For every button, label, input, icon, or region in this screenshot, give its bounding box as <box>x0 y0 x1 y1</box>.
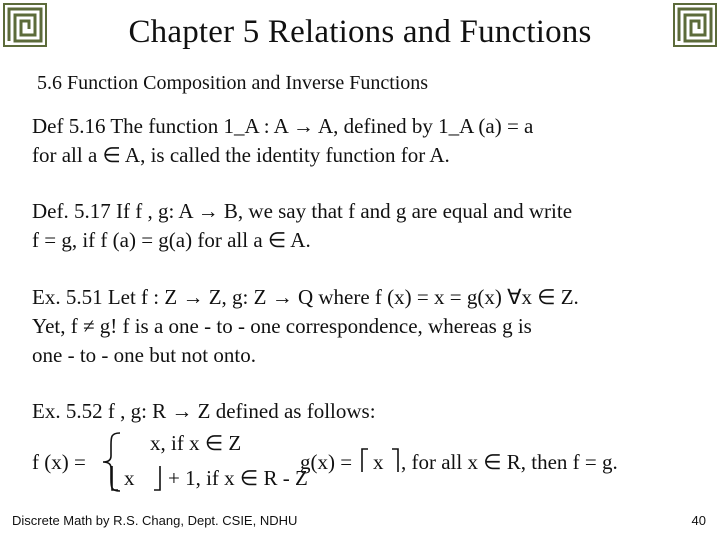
piecewise-lhs: f (x) = <box>32 450 86 474</box>
piecewise-floor-arg: x <box>124 466 135 490</box>
def-5-17-line-1: Def. 5.17 If f , g: A → B, we say that f and g are equal and write <box>32 199 573 223</box>
g-ceiling-arg: x <box>373 450 384 474</box>
ex-5-51-line-2: Yet, f ≠ g! f is a one - to - one correspondence, whereas g is <box>32 314 532 338</box>
def-5-17-line-2: f = g, if f (a) = g(a) for all a ∈ A. <box>32 228 311 252</box>
slide-title: Chapter 5 Relations and Functions <box>128 14 592 50</box>
ex-5-52-line-1: Ex. 5.52 f , g: R → Z defined as follows: <box>32 399 376 423</box>
page-number: 40 <box>691 513 706 528</box>
ex-5-51-line-1: Ex. 5.51 Let f : Z → Z, g: Z → Q where f (x) = x = g(x) ∀x ∈ Z. <box>32 285 579 309</box>
ex-5-51-line-3: one - to - one but not onto. <box>32 343 256 367</box>
piecewise-case-1: x, if x ∈ Z <box>150 431 242 455</box>
floor-bracket-icon <box>108 465 164 492</box>
def-5-16-line-2: for all a ∈ A, is called the identity function for A. <box>32 143 450 167</box>
g-definition-tail: , for all x ∈ R, then f = g. <box>401 450 618 474</box>
piecewise-case-2: + 1, if x ∈ R - Z <box>168 466 308 490</box>
def-5-16-line-1: Def 5.16 The function 1_A : A → A, defined by 1_A (a) = a <box>32 114 534 138</box>
footer-credit: Discrete Math by R.S. Chang, Dept. CSIE, NDHU <box>12 513 298 528</box>
section-subtitle: 5.6 Function Composition and Inverse Functions <box>37 72 429 94</box>
g-definition-lhs: g(x) = <box>300 450 353 474</box>
